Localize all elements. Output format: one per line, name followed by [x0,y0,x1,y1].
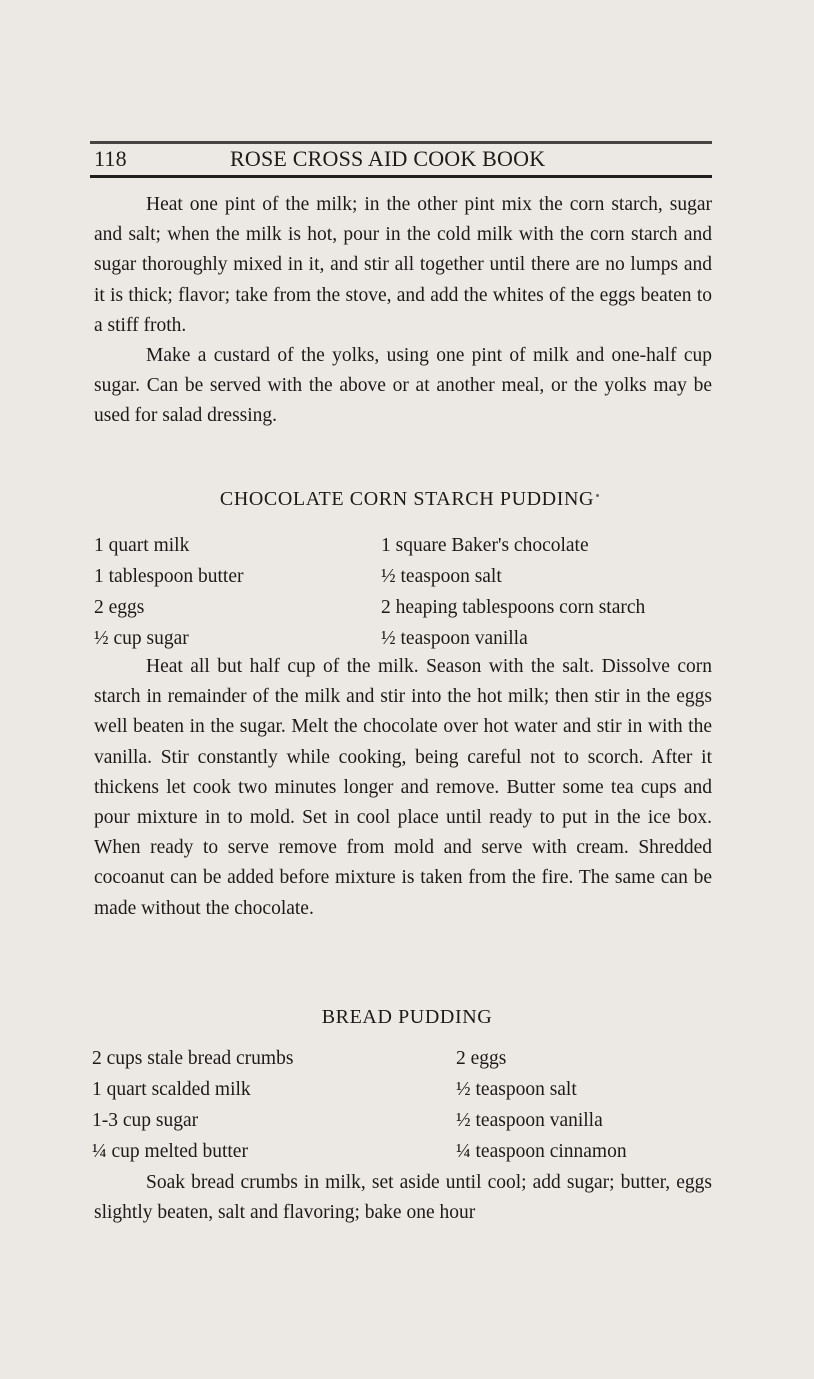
ingredient-item: 2 heaping tablespoons corn starch [381,597,646,618]
intro-paragraph-2: Make a custard of the yolks, using one pint of milk and one-half cup sugar. Can be served with the above or at another meal, or the yolks may be used for salad dressing. [94,345,712,427]
ingredient-item: 2 eggs [456,1048,507,1069]
recipe1-ingredients-right [381,530,645,654]
ingredient-item: 1 quart scalded milk [92,1079,251,1100]
recipe-title-chocolate-corn-starch-pudding: CHOCOLATE CORN STARCH PUDDING [219,488,595,510]
ingredient-item: 1-3 cup sugar [92,1110,199,1131]
ingredient-item: 1 square Baker's chocolate [381,535,589,556]
intro-text [94,190,712,432]
ingredient-item: 2 eggs [94,597,145,618]
page-header [92,146,712,176]
header-rule [90,175,712,178]
ingredient-item: ½ teaspoon salt [456,1079,577,1100]
recipe2-method-paragraph: Soak bread crumbs in milk, set aside until cool; add sugar; butter, eggs slightly beaten, salt and flavoring; bake one hour [94,1172,712,1224]
ingredient-item: 1 tablespoon butter [94,566,244,587]
ingredient-item: ½ teaspoon vanilla [381,628,528,649]
ingredient-item: ¼ cup melted butter [92,1141,248,1162]
recipe1-method [94,652,712,924]
recipe1-ingredients-left [94,530,243,654]
ingredient-item: 2 cups stale bread crumbs [92,1048,294,1069]
running-title: ROSE CROSS AID COOK BOOK [230,146,546,171]
recipe2-ingredients-left [92,1043,293,1167]
ingredient-item: ½ teaspoon vanilla [456,1110,603,1131]
ingredient-item: 1 quart milk [94,535,190,556]
top-rule [90,141,712,144]
page-number: 118 [94,146,127,171]
ingredient-item: ¼ teaspoon cinnamon [456,1141,627,1162]
recipe-title-bread-pudding: BREAD PUDDING [321,1006,493,1028]
recipe1-method-paragraph: Heat all but half cup of the milk. Season with the salt. Dissolve corn starch in remainder of the milk and stir into the hot milk; then stir in the eggs well beaten in the sugar. Melt the chocolate over hot water and stir in with the vanilla. Stir constantly while cooking, being careful not to scorch. After it thickens let cook two minutes longer and remove. Butter some tea cups and pour mixture in to mold. Set in cool place until ready to put in the ice box. When ready to serve remove from mold and serve with cream. Shredded cocoanut can be added before mixture is taken from the fire. The same can be made without the chocolate. [94,656,712,919]
recipe2-method [94,1168,712,1228]
ingredient-item: ½ teaspoon salt [381,566,502,587]
ingredient-item: ½ cup sugar [94,628,189,649]
intro-paragraph-1: Heat one pint of the milk; in the other pint mix the corn starch, sugar and salt; when the milk is hot, pour in the cold milk with the corn starch and sugar thoroughly mixed in it, and stir all together until there are no lumps and it is thick; flavor; take from the stove, and add the whites of the eggs beaten to a stiff froth. [94,194,712,336]
recipe2-ingredients-right [456,1043,627,1167]
